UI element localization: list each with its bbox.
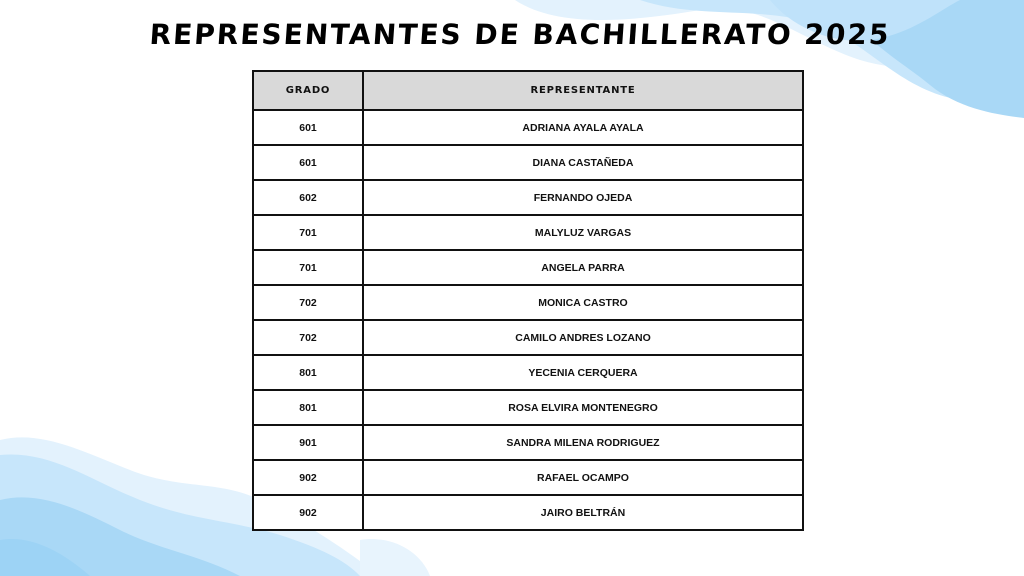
grado-cell: 902: [253, 460, 363, 495]
representante-cell: YECENIA CERQUERA: [363, 355, 803, 390]
header-representante: REPRESENTANTE: [363, 71, 803, 110]
representante-cell: DIANA CASTAÑEDA: [363, 145, 803, 180]
table-row: [253, 320, 803, 355]
grado-cell: 801: [253, 355, 363, 390]
representante-cell: RAFAEL OCAMPO: [363, 460, 803, 495]
grado-cell: 901: [253, 425, 363, 460]
grado-cell: 801: [253, 390, 363, 425]
representante-cell: ANGELA PARRA: [363, 250, 803, 285]
table-row: [253, 285, 803, 320]
representante-cell: SANDRA MILENA RODRIGUEZ: [363, 425, 803, 460]
page-title: REPRESENTANTES DE BACHILLERATO 2025: [148, 18, 892, 51]
grado-cell: 601: [253, 110, 363, 145]
representatives-table: [252, 70, 804, 531]
table-row: [253, 390, 803, 425]
table-row: [253, 460, 803, 495]
grado-cell: 702: [253, 285, 363, 320]
representante-cell: FERNANDO OJEDA: [363, 180, 803, 215]
grado-cell: 902: [253, 495, 363, 530]
table-row: [253, 250, 803, 285]
wave-bottom-right-sliver: [360, 539, 430, 576]
grado-cell: 601: [253, 145, 363, 180]
table-row: [253, 355, 803, 390]
grado-cell: 702: [253, 320, 363, 355]
table-row: [253, 110, 803, 145]
table-header-row: [253, 71, 803, 110]
table-row: [253, 425, 803, 460]
representante-cell: JAIRO BELTRÁN: [363, 495, 803, 530]
table-row: [253, 145, 803, 180]
representante-cell: MONICA CASTRO: [363, 285, 803, 320]
header-grado: GRADO: [253, 71, 363, 110]
grado-cell: 701: [253, 250, 363, 285]
table-row: [253, 215, 803, 250]
representante-cell: ROSA ELVIRA MONTENEGRO: [363, 390, 803, 425]
representante-cell: CAMILO ANDRES LOZANO: [363, 320, 803, 355]
table-row: [253, 495, 803, 530]
representante-cell: ADRIANA AYALA AYALA: [363, 110, 803, 145]
grado-cell: 602: [253, 180, 363, 215]
representante-cell: MALYLUZ VARGAS: [363, 215, 803, 250]
grado-cell: 701: [253, 215, 363, 250]
table-row: [253, 180, 803, 215]
